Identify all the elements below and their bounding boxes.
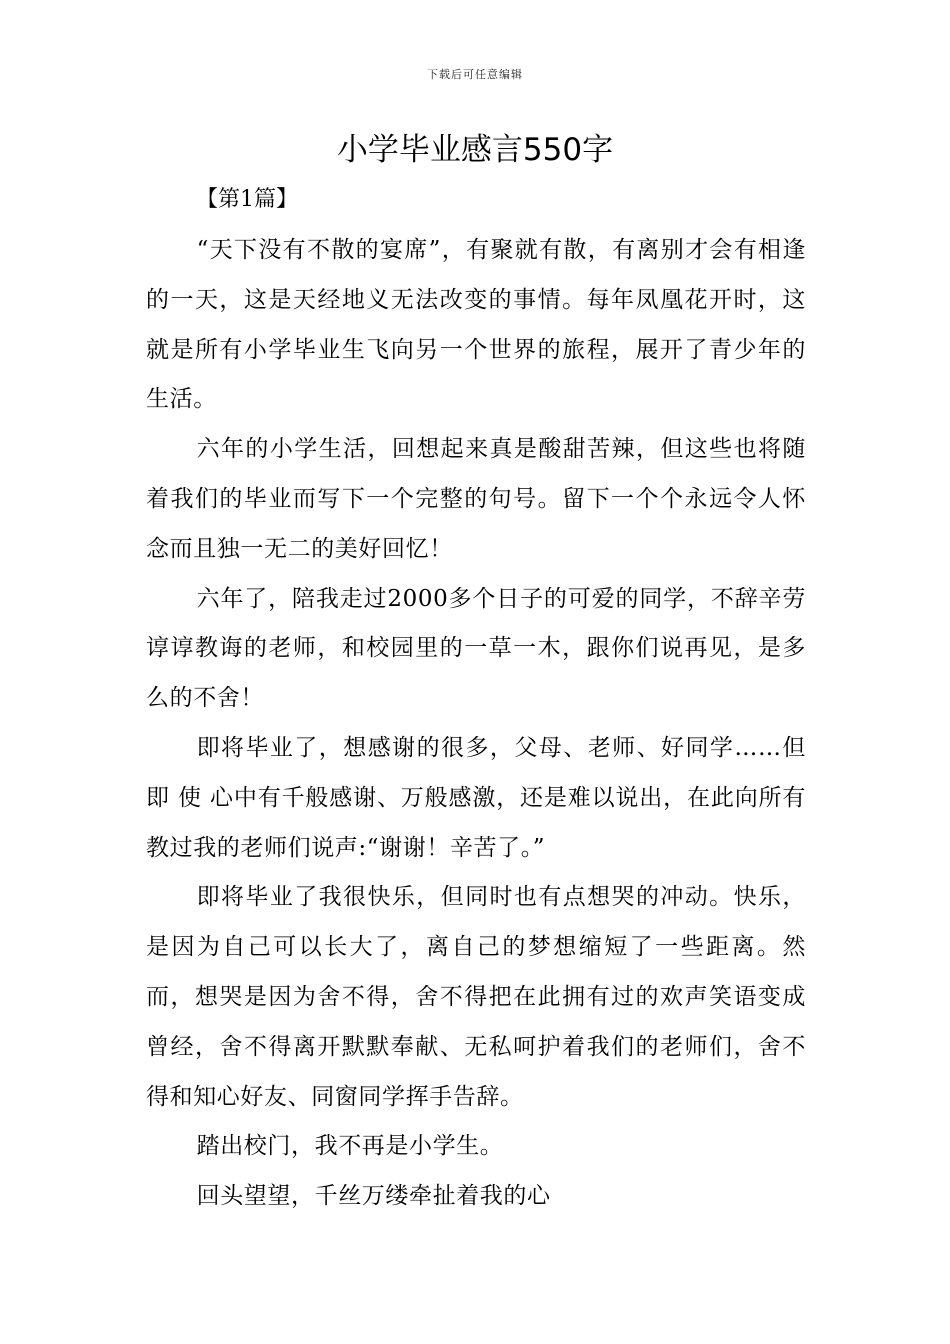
header-note: 下载后可任意编辑: [427, 68, 523, 81]
paragraph: “天下没有不散的宴席”，有聚就有散，有离别才会有相逢的一天，这是天经地义无法改变的事情。每年凤凰花开时，这就是所有小学毕业生飞向另一个世界的旅程，展开了青少年的生活。: [146, 237, 806, 413]
document-body: [146, 226, 806, 1222]
paragraph: 回头望望，千丝万缕牵扯着我的心: [196, 1183, 551, 1210]
paragraph: 六年了，陪我走过2000多个日子的可爱的同学，不辞辛劳谆谆教诲的老师，和校园里的一草一木，跟你们说再见，是多么的不舍！: [146, 585, 806, 712]
paragraph: 即将毕业了，想感谢的很多，父母、老师、好同学……但即 使 心中有千般感谢、万般感激，还是难以说出，在此向所有教过我的老师们说声:“谢谢！辛苦了。”: [146, 734, 806, 861]
section-label: 【第1篇】: [196, 187, 298, 212]
document-title: 小学毕业感言550字: [336, 132, 614, 168]
paragraph: 踏出校门，我不再是小学生。: [196, 1133, 504, 1160]
paragraph: 六年的小学生活，回想起来真是酸甜苦辣，但这些也将随着我们的毕业而写下一个完整的句号。留下一个个永远令人怀念而且独一无二的美好回忆！: [146, 436, 806, 562]
paragraph: 即将毕业了我很快乐，但同时也有点想哭的冲动。快乐，是因为自己可以长大了，离自己的梦想缩短了一些距离。然而，想哭是因为舍不得，舍不得把在此拥有过的欢声笑语变成曾经，舍不得离开默默奉献、无私呵护着我们的老师们，舍不得和知心好友、同窗同学挥手告辞。: [146, 884, 806, 1110]
